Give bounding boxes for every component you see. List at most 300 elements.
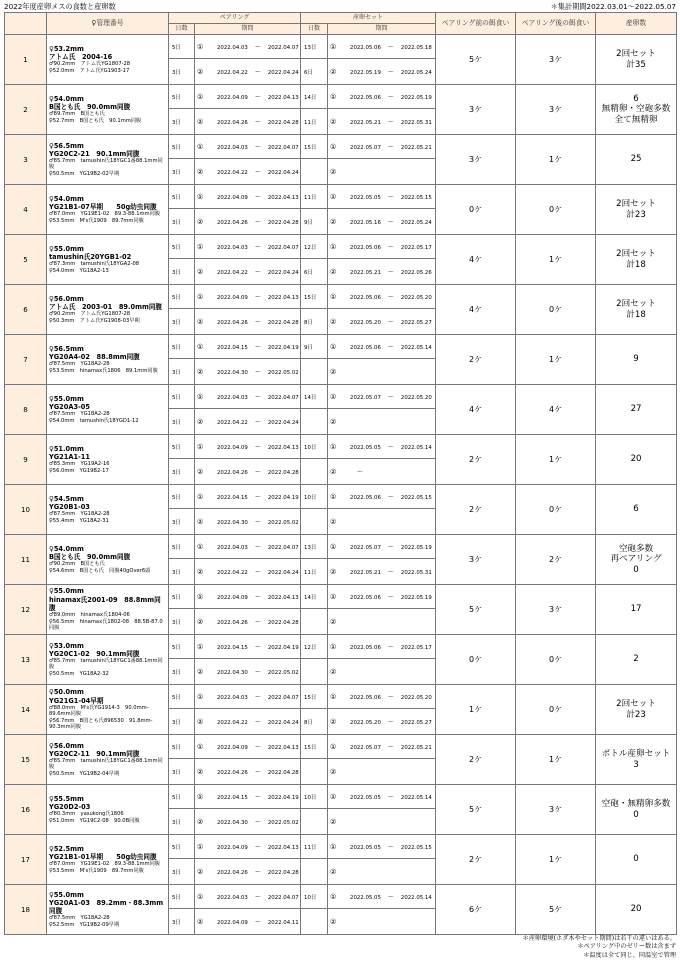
parent-line: ♀52.7mm B国とも氏 90.1mm同腹 [49, 117, 142, 124]
parent-line: ♀53.5mm M's氏1909 89.7mm同腹 [49, 867, 144, 874]
row-number: 14 [5, 685, 47, 735]
days-cell: 14日 [301, 85, 328, 109]
tilde-sep: ～ [387, 544, 394, 551]
date-to: 2022.05.14 [400, 895, 432, 901]
row-number: 8 [5, 385, 47, 435]
table-row [5, 385, 677, 409]
date-from: 2022.04.15 [217, 795, 248, 801]
date-to: 2022.05.21 [400, 145, 432, 151]
date-to: 2022.04.28 [267, 770, 299, 776]
footnote: ＊産卵環境(ホダ木やセット期間)は若干の違いはある。 [522, 935, 676, 942]
footnote: ＊ペアリング中のゼリー数は含まず [577, 943, 676, 951]
date-from: 2022.05.05 [350, 195, 381, 201]
female-code: hinamax氏2001-09 88.8mm同腹 [49, 595, 161, 612]
tilde-sep: ～ [254, 119, 261, 126]
eaten-before-count: 4ケ [436, 235, 516, 285]
egg-count-line: 17 [630, 604, 642, 615]
parent-line: ♂85.7mm tamushin氏18YGC1番88.1mm同腹 [49, 657, 163, 671]
date-to: 2022.04.28 [267, 220, 299, 226]
parent-line: ♀54.0mm YG18A2-13 [49, 267, 109, 274]
round-number: ② [330, 367, 337, 376]
col-header-pairing-days: 日数 [169, 24, 195, 35]
row-number: 1 [5, 35, 47, 85]
tilde-sep: ～ [387, 44, 394, 51]
period-cell [195, 659, 301, 685]
round-number: ① [197, 743, 204, 751]
date-from: 2022.04.15 [217, 495, 248, 501]
days-cell: 11日 [301, 559, 328, 585]
period-cell [195, 785, 301, 809]
tilde-sep: ～ [254, 569, 261, 576]
period-cell [195, 735, 301, 759]
eaten-after-count: 1ケ [516, 835, 596, 885]
days-cell: 3日 [169, 559, 195, 585]
egg-count-line: 計23 [626, 709, 646, 720]
date-to: 2022.05.14 [400, 795, 432, 801]
date-from: 2022.05.07 [350, 745, 381, 751]
female-size: ♀56.0mm [49, 741, 84, 750]
date-to: 2022.04.07 [267, 145, 299, 151]
period-cell [328, 135, 436, 159]
date-from: 2022.05.19 [350, 70, 381, 76]
round-number: ① [197, 243, 204, 251]
period-cell [328, 659, 436, 685]
parent-line: ♀54.0mm tamushin氏18YGD1-12 [49, 417, 139, 424]
date-to: 2022.04.13 [267, 95, 299, 101]
days-cell: 5日 [169, 485, 195, 509]
period-cell [328, 409, 436, 435]
tilde-sep: ～ [254, 819, 261, 826]
date-to: 2022.04.07 [267, 695, 299, 701]
tilde-sep: ～ [387, 719, 394, 726]
female-info [47, 435, 169, 485]
parent-line: ♂80.3mm yasukong氏1806 [49, 811, 124, 818]
period-cell [195, 685, 301, 709]
date-to: 2022.05.15 [400, 495, 432, 501]
egg-count [596, 135, 677, 185]
parent-line: ♂90.2mm B国とも氏 [49, 561, 105, 568]
round-number: ① [197, 843, 204, 851]
days-cell: 3日 [169, 859, 195, 885]
female-code: YG20A3-05 [49, 403, 90, 411]
round-number: ② [197, 668, 204, 676]
date-from: 2022.04.22 [217, 170, 248, 176]
egg-count [596, 385, 677, 435]
parent-line: ♀56.5mm hinamax氏1802-08 88.5B-87.0同腹 [49, 618, 163, 632]
table-row [5, 185, 677, 209]
female-info [47, 635, 169, 685]
days-cell: 5日 [169, 235, 195, 259]
period-cell [328, 735, 436, 759]
female-code: B国とも氏 90.0mm同腹 [49, 553, 131, 561]
female-code: B国とも氏 90.0mm同腹 [49, 103, 131, 111]
parent-line: ♂87.3mm tamushin氏18YGA2-08 [49, 261, 140, 268]
date-from: 2022.04.26 [217, 220, 248, 226]
period-cell [195, 585, 301, 609]
female-size: ♀55.0mm [49, 890, 84, 899]
female-info [47, 335, 169, 385]
table-row [5, 785, 677, 809]
days-cell: 12日 [301, 235, 328, 259]
date-to: 2022.05.19 [400, 545, 432, 551]
eaten-after-count: 0ケ [516, 185, 596, 235]
days-cell: 3日 [169, 809, 195, 835]
parent-line: ♀52.5mm YG19B2-09早期 [49, 921, 120, 928]
days-cell: 5日 [169, 585, 195, 609]
female-info [47, 85, 169, 135]
round-number: ① [197, 293, 204, 301]
round-number: ① [330, 193, 337, 201]
days-cell: 3日 [169, 909, 195, 935]
table-row [5, 585, 677, 609]
table-row [5, 885, 677, 909]
date-to: 2022.05.17 [400, 245, 432, 251]
period-cell [195, 859, 301, 885]
col-header-female-id: ♀管理番号 [47, 13, 169, 35]
round-number: ② [330, 718, 337, 726]
round-number: ② [197, 468, 204, 476]
round-number: ② [197, 168, 204, 176]
female-code: tamushin氏20YGB1-02 [49, 253, 132, 261]
female-code: アトム氏 2004-16 [49, 53, 113, 61]
parent-line: ♀50.3mm アトム氏YG1908-03早期 [49, 317, 140, 324]
date-from: 2022.05.05 [350, 895, 381, 901]
tilde-sep: ～ [254, 694, 261, 701]
footnote: ＊温度は全て同じ、同温室で管理 [583, 951, 676, 959]
row-number: 10 [5, 485, 47, 535]
date-to: 2022.04.07 [267, 45, 299, 51]
date-from: 2022.04.30 [217, 370, 248, 376]
date-from: 2022.04.09 [217, 920, 248, 926]
parent-line: ♀56.7mm B国とも氏896530 91.8mm-90.3mm同腹 [49, 717, 153, 731]
date-from: 2022.04.26 [217, 620, 248, 626]
eaten-before-count: 0ケ [436, 185, 516, 235]
female-info [47, 285, 169, 335]
days-cell [301, 609, 328, 635]
date-from: 2022.05.05 [350, 795, 381, 801]
female-code: アトム氏 2003-01 89.0mm同腹 [49, 303, 163, 311]
round-number: ② [197, 218, 204, 226]
date-to: 2022.05.20 [400, 295, 432, 301]
eaten-after-count: 1ケ [516, 335, 596, 385]
parent-line: ♂90.2mm アトム氏YG1807-28 [49, 61, 131, 68]
tilde-sep: ～ [254, 219, 261, 226]
female-info [47, 385, 169, 435]
round-number: ② [197, 768, 204, 776]
egg-count-line: ボトル産卵セット [601, 749, 671, 760]
date-to: 2022.05.21 [400, 745, 432, 751]
row-number: 15 [5, 735, 47, 785]
days-cell: 3日 [169, 159, 195, 185]
female-code: YG20A1-03 89.2mm・88.3mm同腹 [49, 898, 164, 916]
tilde-sep: ～ [387, 594, 394, 601]
table-row [5, 285, 677, 309]
eaten-after-count: 2ケ [516, 535, 596, 585]
round-number: ① [197, 493, 204, 501]
female-info [47, 685, 169, 735]
date-from: 2022.04.09 [217, 445, 248, 451]
female-size: ♀54.0mm [49, 544, 84, 553]
tilde-sep: ～ [254, 619, 261, 626]
eaten-before-count: 3ケ [436, 535, 516, 585]
date-to: 2022.04.19 [267, 645, 299, 651]
days-cell: 8日 [301, 709, 328, 735]
female-code: YG20A4-02 88.8mm同腹 [49, 353, 140, 361]
period-cell [328, 109, 436, 135]
date-to: 2022.05.24 [400, 220, 432, 226]
date-from: 2022.05.06 [350, 645, 381, 651]
tilde-sep: ～ [387, 644, 394, 651]
date-to: 2022.04.19 [267, 495, 299, 501]
eaten-before-count: 4ケ [436, 385, 516, 435]
period-cell [328, 359, 436, 385]
egg-count [596, 635, 677, 685]
parent-line: ♀50.5mm YG19B2-04早期 [49, 770, 120, 777]
egg-count [596, 185, 677, 235]
round-number: ② [330, 417, 337, 426]
round-number: ① [330, 643, 337, 651]
date-from: 2022.04.09 [217, 295, 248, 301]
date-from: 2022.05.06 [350, 45, 381, 51]
female-size: ♀54.0mm [49, 94, 84, 103]
row-number: 11 [5, 535, 47, 585]
table-row [5, 635, 677, 659]
col-header-pairing-period: 期間 [195, 24, 301, 35]
tilde-sep: ～ [387, 319, 394, 326]
tilde-sep: ～ [254, 294, 261, 301]
round-number: ① [197, 643, 204, 651]
date-from: 2022.04.26 [217, 770, 248, 776]
date-from: 2022.05.16 [350, 220, 381, 226]
tilde-sep: ～ [254, 794, 261, 801]
female-info [47, 185, 169, 235]
egg-count-line: 27 [630, 404, 642, 415]
date-to: 2022.04.28 [267, 470, 299, 476]
egg-laying-table [4, 12, 677, 935]
tilde-sep: ～ [387, 344, 394, 351]
table-row [5, 685, 677, 709]
female-info [47, 135, 169, 185]
days-cell [301, 359, 328, 385]
round-number: ① [330, 443, 337, 451]
days-cell: 5日 [169, 635, 195, 659]
row-number: 4 [5, 185, 47, 235]
parent-line: ♀53.5mm hinamax氏1806 89.1mm同腹 [49, 367, 158, 374]
tilde-sep: ～ [387, 194, 394, 201]
date-from: 2022.04.22 [217, 270, 248, 276]
eaten-before-count: 2ケ [436, 435, 516, 485]
eaten-after-count: 1ケ [516, 435, 596, 485]
date-from: 2022.04.03 [217, 145, 248, 151]
date-from: 2022.04.30 [217, 670, 248, 676]
tilde-sep: ～ [254, 69, 261, 76]
female-size: ♀51.0mm [49, 444, 84, 453]
period-cell [328, 59, 436, 85]
round-number: ① [330, 43, 337, 51]
date-to: 2022.04.24 [267, 70, 299, 76]
days-cell: 3日 [169, 659, 195, 685]
date-to: 2022.04.19 [267, 345, 299, 351]
days-cell [301, 859, 328, 885]
days-cell: 15日 [301, 285, 328, 309]
parent-line: ♂87.0mm YG19E1-02 89.3-88.1mm同腹 [49, 211, 160, 218]
period-cell [195, 609, 301, 635]
date-from: 2022.05.20 [350, 720, 381, 726]
period-cell [195, 285, 301, 309]
eaten-before-count: 2ケ [436, 335, 516, 385]
female-info [47, 585, 169, 635]
date-to: 2022.04.28 [267, 620, 299, 626]
period-cell [328, 585, 436, 609]
period-cell [195, 435, 301, 459]
egg-count-line: 20 [630, 904, 642, 915]
round-number: ① [197, 343, 204, 351]
days-cell: 9日 [301, 209, 328, 235]
date-to: 2022.04.28 [267, 870, 299, 876]
egg-count-line: 空砲・無精卵多数 [601, 799, 671, 810]
period-cell [195, 409, 301, 435]
period-cell [328, 485, 436, 509]
period-cell [195, 509, 301, 535]
egg-count [596, 785, 677, 835]
egg-count-line: 6 [633, 504, 639, 515]
days-cell: 12日 [301, 635, 328, 659]
period-cell [195, 109, 301, 135]
days-cell: 5日 [169, 885, 195, 909]
days-cell [301, 659, 328, 685]
date-from: 2022.05.05 [350, 845, 381, 851]
col-header-set-period: 期間 [328, 24, 436, 35]
eaten-after-count: 0ケ [516, 635, 596, 685]
col-header-eaten-after: ペアリング後の餌食い [516, 13, 596, 35]
row-number: 16 [5, 785, 47, 835]
days-cell: 3日 [169, 709, 195, 735]
tilde-sep: ～ [254, 169, 261, 176]
period-cell [195, 559, 301, 585]
female-size: ♀52.5mm [49, 844, 84, 853]
date-from: 2022.05.07 [350, 395, 381, 401]
days-cell: 15日 [301, 135, 328, 159]
col-header-no [5, 13, 47, 35]
round-number: ② [330, 167, 337, 176]
date-to: 2022.04.24 [267, 170, 299, 176]
round-number: ① [330, 543, 337, 551]
egg-count-line: 計18 [626, 259, 646, 270]
eaten-before-count: 1ケ [436, 685, 516, 735]
date-from: 2022.05.05 [350, 445, 381, 451]
parent-line: ♀54.6mm B国とも氏 同腹40gOver6頭 [49, 567, 151, 574]
period-cell [195, 459, 301, 485]
date-from: 2022.05.06 [350, 345, 381, 351]
round-number: ② [330, 817, 337, 826]
female-size: ♀56.0mm [49, 294, 84, 303]
days-cell: 3日 [169, 109, 195, 135]
days-cell: 14日 [301, 385, 328, 409]
round-number: ② [330, 517, 337, 526]
date-from: 2022.04.09 [217, 195, 248, 201]
date-from: 2022.05.06 [350, 495, 381, 501]
round-number: ② [330, 118, 337, 126]
days-cell: 14日 [301, 585, 328, 609]
tilde-sep: ～ [254, 544, 261, 551]
date-to: 2022.05.24 [400, 70, 432, 76]
tilde-sep: ～ [387, 144, 394, 151]
days-cell: 5日 [169, 535, 195, 559]
period-cell [328, 885, 436, 909]
egg-count [596, 585, 677, 635]
period-cell [328, 285, 436, 309]
female-size: ♀55.0mm [49, 394, 84, 403]
days-cell: 3日 [169, 409, 195, 435]
round-number: ① [330, 893, 337, 901]
round-number: ② [197, 618, 204, 626]
parent-line: ♂87.5mm YG18A2-28 [49, 915, 110, 922]
eaten-before-count: 5ケ [436, 585, 516, 635]
egg-count-line: 25 [630, 154, 642, 165]
days-cell: 5日 [169, 785, 195, 809]
parent-line: ♂85.3mm YG19A2-16 [49, 461, 110, 468]
table-row [5, 835, 677, 859]
eaten-after-count: 5ケ [516, 885, 596, 935]
female-size: ♀55.5mm [49, 794, 84, 803]
tilde-sep: ～ [387, 69, 394, 76]
row-number: 9 [5, 435, 47, 485]
round-number: ① [197, 593, 204, 601]
date-from: 2022.04.26 [217, 470, 248, 476]
tilde-sep: ～ [254, 319, 261, 326]
egg-count-line: 2回セット [616, 199, 656, 210]
round-number: ① [330, 693, 337, 701]
row-number: 6 [5, 285, 47, 335]
days-cell: 15日 [301, 735, 328, 759]
egg-count-line: 計35 [626, 59, 646, 70]
female-info [47, 885, 169, 935]
egg-count-line: 計23 [626, 209, 646, 220]
eaten-after-count: 1ケ [516, 735, 596, 785]
tilde-sep: ～ [387, 894, 394, 901]
date-to: 2022.05.02 [267, 820, 299, 826]
egg-count-line: 9 [633, 354, 639, 365]
tilde-sep: ～ [387, 444, 394, 451]
date-from: 2022.05.21 [350, 570, 381, 576]
date-from: 2022.05.06 [350, 95, 381, 101]
parent-line: ♂87.5mm YG18A2-28 [49, 411, 110, 418]
egg-count-line: 6 [633, 93, 639, 104]
female-size: ♀53.0mm [49, 641, 84, 650]
round-number: ② [330, 68, 337, 76]
days-cell: 15日 [301, 685, 328, 709]
date-from: 2022.05.06 [350, 295, 381, 301]
period-cell [195, 159, 301, 185]
days-cell: 5日 [169, 335, 195, 359]
round-number: ① [330, 793, 337, 801]
parent-line: ♂89.0mm hinamax氏1804-06 [49, 612, 130, 619]
period-cell [328, 609, 436, 635]
period-cell [328, 459, 436, 485]
date-from: 2022.04.09 [217, 745, 248, 751]
col-header-eggs: 産卵数 [596, 13, 677, 35]
round-number: ① [330, 393, 337, 401]
date-to: 2022.05.17 [400, 645, 432, 651]
female-code: YG20C2-11 90.1mm同腹 [49, 749, 140, 758]
female-info [47, 785, 169, 835]
round-number: ② [330, 617, 337, 626]
days-cell: 3日 [169, 59, 195, 85]
round-number: ② [330, 468, 337, 476]
table-row [5, 485, 677, 509]
days-cell: 5日 [169, 35, 195, 59]
table-row [5, 335, 677, 359]
